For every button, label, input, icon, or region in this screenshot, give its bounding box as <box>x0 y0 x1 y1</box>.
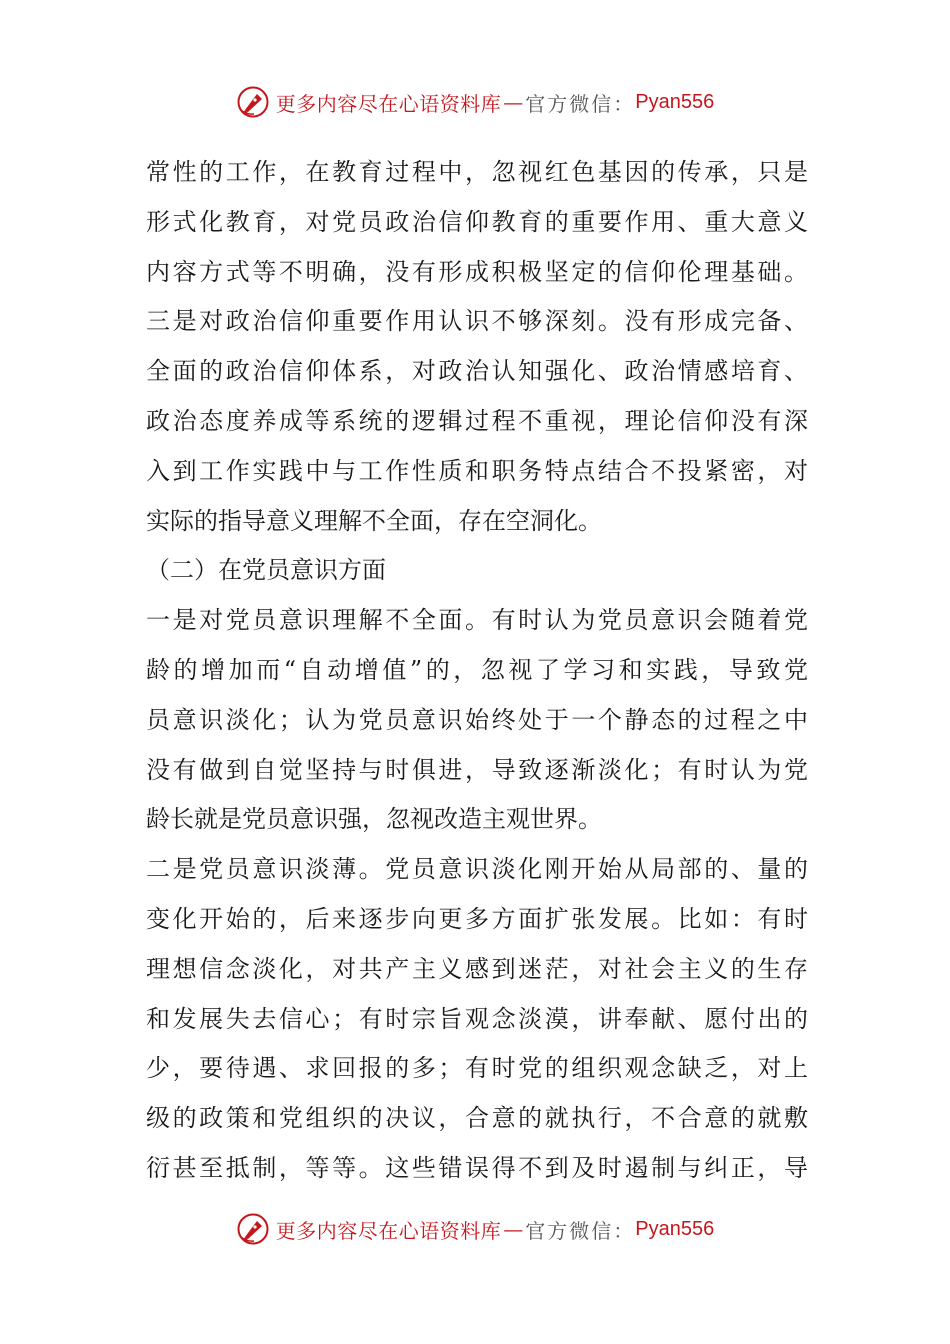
body-line: 三是对政治信仰重要作用认识不够深刻。没有形成完备、 <box>146 307 808 336</box>
body-line: 内容方式等不明确，没有形成积极坚定的信仰伦理基础。 <box>146 257 808 286</box>
body-line: 形式化教育，对党员政治信仰教育的重要作用、重大意义 <box>146 207 808 236</box>
body-line: 实际的指导意义理解不全面，存在空洞化。 <box>146 506 602 535</box>
banner-wechat-label: 官方微信： <box>525 91 636 116</box>
body-line: 和发展失去信心；有时宗旨观念淡漠，讲奉献、愿付出的 <box>146 1004 808 1033</box>
body-line: 少，要待遇、求回报的多；有时党的组织观念缺乏，对上 <box>146 1054 808 1083</box>
banner-site-text: 更多内容尽在心语资料库 <box>275 1218 502 1243</box>
body-line: 没有做到自觉坚持与时俱进，导致逐渐淡化；有时认为党 <box>146 755 808 784</box>
body-line: 龄长就是党员意识强，忽视改造主观世界。 <box>146 805 602 834</box>
banner-dash: — <box>503 1217 524 1241</box>
body-line: 衍甚至抵制，等等。这些错误得不到及时遏制与纠正，导 <box>146 1153 808 1182</box>
body-line: 员意识淡化；认为党员意识始终处于一个静态的过程之中 <box>146 705 808 734</box>
body-line: 政治态度养成等系统的逻辑过程不重视，理论信仰没有深 <box>146 406 808 435</box>
body-line: 入到工作实践中与工作性质和职务特点结合不投紧密，对 <box>146 456 808 485</box>
body-line: 二是党员意识淡薄。党员意识淡化刚开始从局部的、量的 <box>146 855 808 884</box>
body-line: 龄的增加而“自动增值”的，忽视了学习和实践，导致党 <box>146 655 808 684</box>
body-line: 一是对党员意识理解不全面。有时认为党员意识会随着党 <box>146 606 808 635</box>
body-line: 级的政策和党组织的决议，合意的就执行，不合意的就敷 <box>146 1104 808 1133</box>
pen-nib-icon <box>236 1212 270 1246</box>
banner-dash: — <box>503 90 524 114</box>
header-banner <box>0 82 950 122</box>
section-heading: （二）在党员意识方面 <box>146 556 386 585</box>
banner-wechat-id: Pyan556 <box>635 90 715 113</box>
footer-banner <box>0 1209 950 1249</box>
body-line: 常性的工作，在教育过程中，忽视红色基因的传承，只是 <box>146 158 808 186</box>
body-line: 理想信念淡化，对共产主义感到迷茫，对社会主义的生存 <box>146 954 808 983</box>
body-line: 全面的政治信仰体系，对政治认知强化、政治情感培育、 <box>146 357 808 386</box>
banner-wechat-label: 官方微信： <box>525 1218 636 1243</box>
body-line: 变化开始的，后来逐步向更多方面扩张发展。比如：有时 <box>146 904 808 933</box>
banner-site-text: 更多内容尽在心语资料库 <box>275 91 502 116</box>
banner-wechat-id: Pyan556 <box>635 1217 715 1240</box>
document-body <box>146 148 808 1194</box>
pen-nib-icon <box>236 85 270 119</box>
